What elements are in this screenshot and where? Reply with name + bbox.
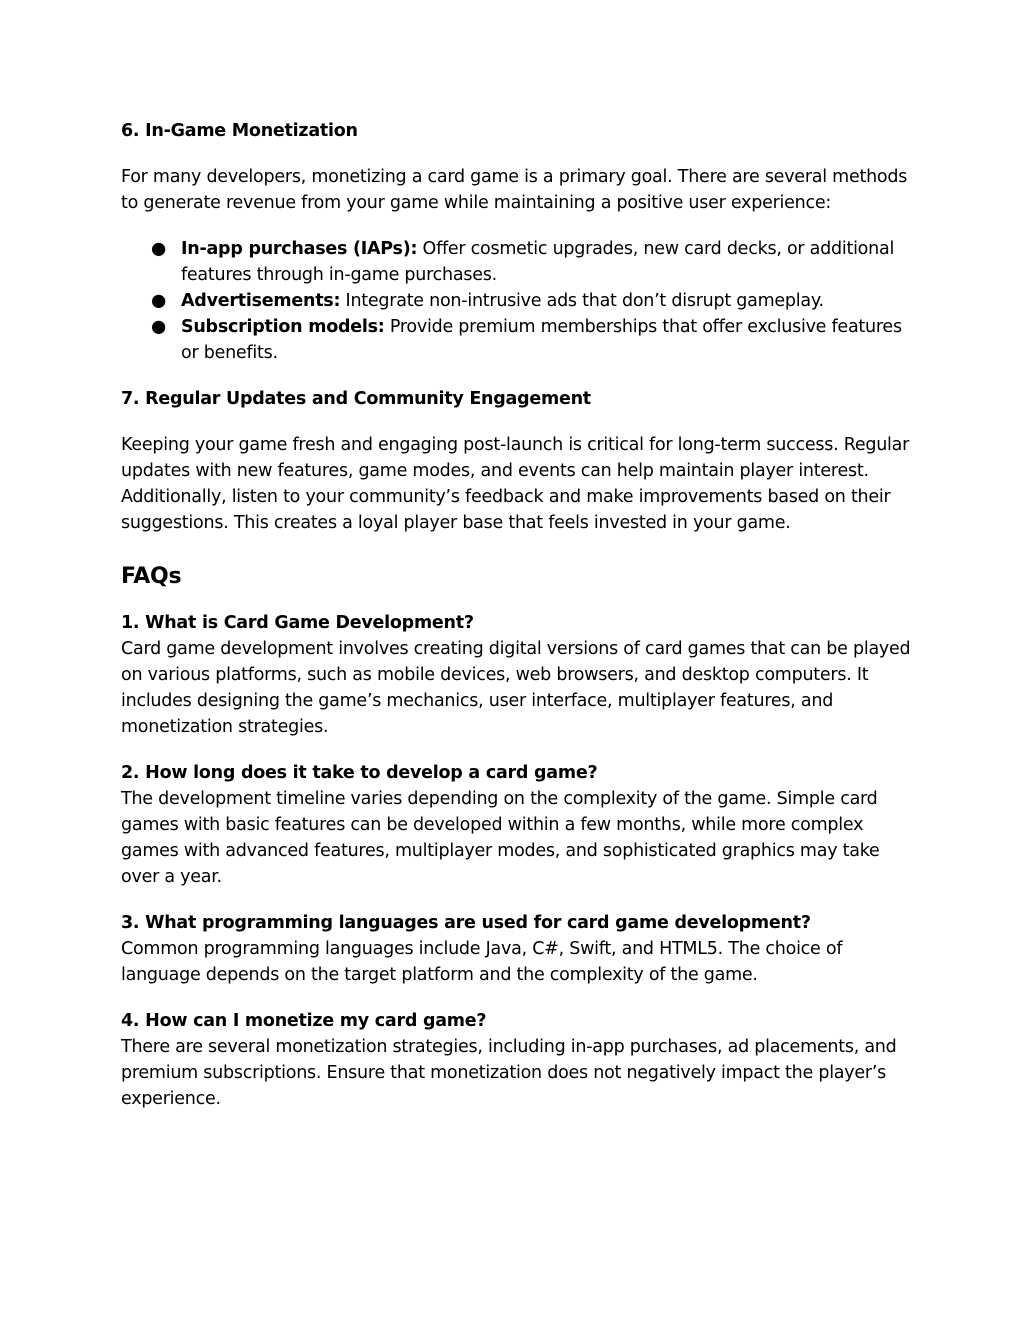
faq-question: 2. How long does it take to develop a card game? bbox=[121, 763, 598, 783]
section-7-body: Keeping your game fresh and engaging post-launch is critical for long-term success. Regular updates with new features, game modes, and events can help maintain player interest. Additionally, listen to your community’s feedback and make improvements based on their suggestions. This creates a loyal player base that feels invested in your game. bbox=[121, 435, 910, 533]
list-item-text: Offer cosmetic upgrades, new card decks, or additional features through in-game purchases. bbox=[181, 239, 895, 285]
list-item bbox=[121, 288, 911, 314]
faq-answer: Card game development involves creating digital versions of card games that can be played on various platforms, such as mobile devices, web browsers, and desktop computers. It includes designing the game’s mechanics, user interface, multiplayer features, and monetization strategies. bbox=[121, 639, 911, 737]
list-item-term: Subscription models: bbox=[181, 317, 385, 337]
list-item bbox=[121, 236, 911, 288]
faq-item bbox=[121, 1008, 911, 1112]
section-6-intro: For many developers, monetizing a card game is a primary goal. There are several methods to generate revenue from your game while maintaining a positive user experience: bbox=[121, 167, 908, 213]
document-page bbox=[121, 118, 911, 1112]
bullet-icon: ● bbox=[151, 291, 167, 311]
list-item-text: Provide premium memberships that offer exclusive features or benefits. bbox=[181, 317, 902, 363]
faq-answer: The development timeline varies depending on the complexity of the game. Simple card games with basic features can be developed within a few months, while more complex games with advanced features, multiplayer modes, and sophisticated graphics may take over a year. bbox=[121, 789, 880, 887]
faq-answer: There are several monetization strategies, including in-app purchases, ad placements, and premium subscriptions. Ensure that monetization does not negatively impact the player’s experience. bbox=[121, 1037, 897, 1109]
faq-item bbox=[121, 760, 911, 890]
bullet-icon: ● bbox=[151, 239, 167, 259]
list-item-text: Integrate non-intrusive ads that don’t disrupt gameplay. bbox=[340, 291, 824, 311]
list-item-term: In-app purchases (IAPs): bbox=[181, 239, 418, 259]
faq-item bbox=[121, 910, 911, 988]
section-6-heading: 6. In-Game Monetization bbox=[121, 121, 358, 141]
section-7-heading: 7. Regular Updates and Community Engagement bbox=[121, 389, 591, 409]
faq-question: 1. What is Card Game Development? bbox=[121, 613, 474, 633]
faq-question: 3. What programming languages are used for card game development? bbox=[121, 913, 811, 933]
monetization-list bbox=[121, 236, 911, 366]
faq-item bbox=[121, 610, 911, 740]
list-item bbox=[121, 314, 911, 366]
faq-question: 4. How can I monetize my card game? bbox=[121, 1011, 487, 1031]
bullet-icon: ● bbox=[151, 317, 167, 337]
faq-answer: Common programming languages include Java, C#, Swift, and HTML5. The choice of language depends on the target platform and the complexity of the game. bbox=[121, 939, 843, 985]
list-item-term: Advertisements: bbox=[181, 291, 341, 311]
faqs-heading: FAQs bbox=[121, 564, 182, 589]
